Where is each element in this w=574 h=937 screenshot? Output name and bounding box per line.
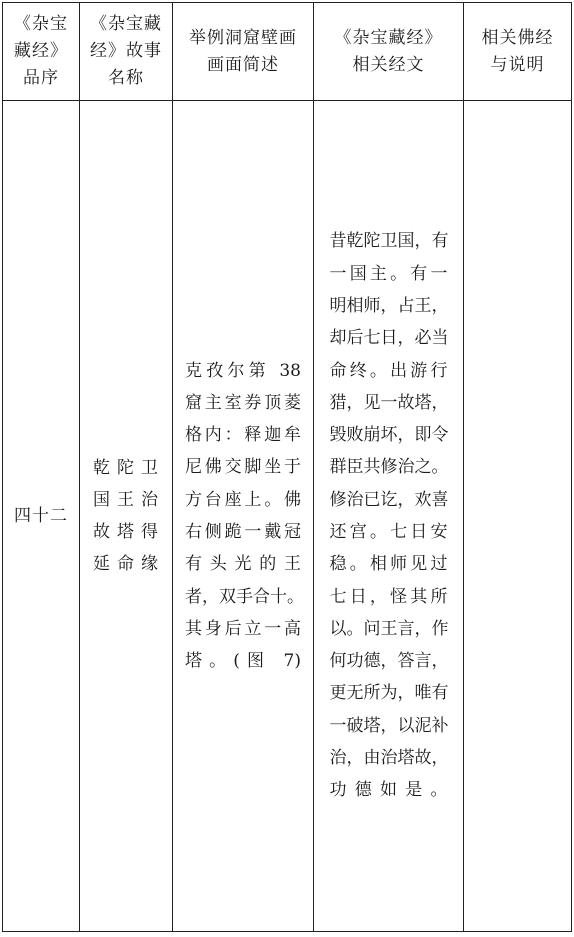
data-table: [2, 2, 572, 932]
sutra-text-line: 稳。相师见过: [329, 554, 448, 575]
header-mural-description: 举例洞窟壁画 画面简述: [173, 3, 314, 101]
mural-description-text: [185, 355, 304, 678]
sutra-text-line: 猎，见一故塔，: [329, 392, 449, 413]
chapter-order-text: 四十二: [14, 506, 68, 526]
cell-mural-description: [173, 101, 314, 932]
cell-related-sutras: [464, 101, 572, 932]
sutra-text-line: 何功德，答言，: [329, 651, 449, 672]
cell-chapter-order: [3, 101, 80, 932]
sutra-text-line: 命终。出游行: [329, 360, 448, 381]
mural-description-line: 窟主室券顶菱: [185, 392, 301, 413]
sutra-text-line: 七日，怪其所: [329, 586, 448, 607]
mural-description-line: 塔。(图 7): [185, 651, 301, 672]
story-name-line: 国王治: [93, 490, 159, 510]
sutra-text-line: 一破塔，以泥补: [329, 715, 449, 736]
mural-description-line: 克孜尔第 38: [185, 360, 301, 381]
sutra-text-line: 明相师，占王，: [329, 295, 449, 316]
story-name-line: 故塔得: [93, 522, 159, 542]
mural-description-line: 方台座上。佛: [185, 489, 301, 510]
table-row: [3, 101, 572, 932]
mural-description-line: 右侧跪一戴冠: [185, 522, 301, 542]
mural-description-line: 其身后立一高: [185, 618, 301, 639]
header-sutra-text: 《杂宝藏经》 相关经文: [314, 3, 464, 101]
header-chapter-order: 《杂宝 藏经》 品序: [3, 3, 80, 101]
sutra-text-line: 还宫。七日安: [329, 522, 448, 542]
header-related-sutras: 相关佛经 与说明: [464, 3, 572, 101]
story-name-line: 乾陀卫: [93, 458, 159, 478]
story-name-line: 延命缘: [93, 554, 159, 574]
sutra-text-line: 群臣共修治之。: [329, 457, 449, 478]
sutra-text-line: 以。问王言，作: [329, 618, 449, 639]
sutra-text-line: 功德如是。: [329, 780, 448, 801]
sutra-text-line: 治，由治塔故，: [329, 748, 449, 769]
mural-description-line: 格内：释迦牟: [185, 425, 301, 446]
sutra-text-line: 一国主。有一: [329, 263, 448, 284]
sutra-text-line: 昔乾陀卫国，有: [329, 231, 449, 252]
sutra-text-line: 毁败崩坏，即令: [329, 425, 449, 446]
cell-story-name: [80, 101, 173, 932]
sutra-text-line: 却后七日，必当: [329, 328, 449, 349]
sutra-text-block: [330, 225, 448, 806]
header-row: [3, 3, 572, 101]
sutra-text-line: 修治已讫，欢喜: [329, 489, 449, 510]
header-story-name: 《杂宝藏 经》故事 名称: [80, 3, 173, 101]
cell-sutra-text: [314, 101, 464, 932]
story-name-text: [93, 452, 159, 580]
mural-description-line: 者，双手合十。: [185, 586, 304, 607]
mural-description-line: 尼佛交脚坐于: [185, 457, 301, 478]
mural-description-line: 有头光的王: [185, 554, 301, 575]
sutra-text-line: 更无所为，唯有: [329, 683, 449, 704]
